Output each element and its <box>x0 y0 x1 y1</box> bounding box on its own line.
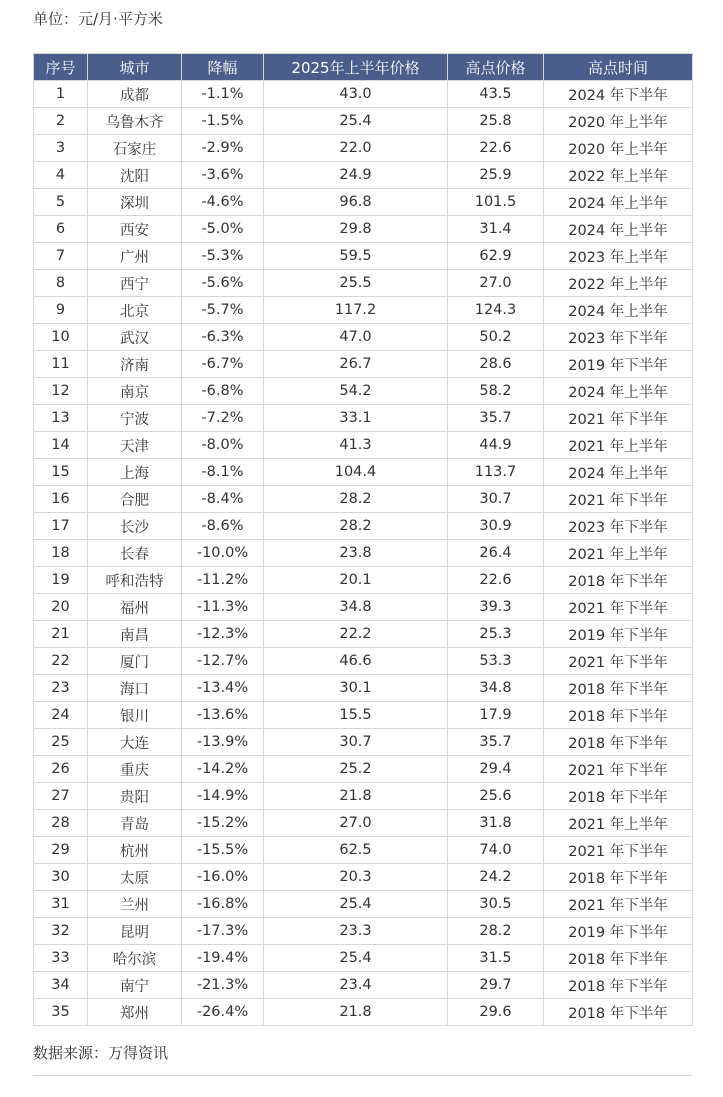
cell-city: 西安 <box>88 216 182 243</box>
cell-peak-time: 2024 年上半年 <box>544 189 693 216</box>
table-row <box>34 810 693 837</box>
cell-rank: 28 <box>34 810 88 837</box>
cell-decline: -19.4% <box>182 945 264 972</box>
cell-peak-price: 30.9 <box>448 513 544 540</box>
cell-city: 长春 <box>88 540 182 567</box>
header-peak-time: 高点时间 <box>544 54 693 81</box>
header-rank: 序号 <box>34 54 88 81</box>
cell-peak-time: 2018 年下半年 <box>544 675 693 702</box>
cell-rank: 35 <box>34 999 88 1026</box>
cell-decline: -6.7% <box>182 351 264 378</box>
cell-price-2025h1: 25.5 <box>264 270 448 297</box>
table-row <box>34 783 693 810</box>
rent-decline-table <box>33 53 693 1026</box>
cell-peak-price: 101.5 <box>448 189 544 216</box>
header-decline: 降幅 <box>182 54 264 81</box>
cell-peak-price: 25.8 <box>448 108 544 135</box>
cell-peak-time: 2021 年上半年 <box>544 540 693 567</box>
cell-city: 南京 <box>88 378 182 405</box>
cell-peak-price: 31.4 <box>448 216 544 243</box>
cell-peak-price: 44.9 <box>448 432 544 459</box>
cell-peak-time: 2018 年下半年 <box>544 729 693 756</box>
cell-city: 沈阳 <box>88 162 182 189</box>
cell-peak-time: 2024 年上半年 <box>544 378 693 405</box>
cell-decline: -1.5% <box>182 108 264 135</box>
cell-city: 乌鲁木齐 <box>88 108 182 135</box>
cell-decline: -2.9% <box>182 135 264 162</box>
cell-rank: 3 <box>34 135 88 162</box>
cell-city: 西宁 <box>88 270 182 297</box>
cell-city: 太原 <box>88 864 182 891</box>
cell-peak-price: 50.2 <box>448 324 544 351</box>
cell-peak-time: 2018 年下半年 <box>544 702 693 729</box>
cell-price-2025h1: 28.2 <box>264 513 448 540</box>
table-row <box>34 189 693 216</box>
cell-city: 南昌 <box>88 621 182 648</box>
cell-price-2025h1: 47.0 <box>264 324 448 351</box>
cell-city: 济南 <box>88 351 182 378</box>
cell-price-2025h1: 22.2 <box>264 621 448 648</box>
cell-peak-time: 2021 年下半年 <box>544 891 693 918</box>
cell-rank: 25 <box>34 729 88 756</box>
cell-rank: 8 <box>34 270 88 297</box>
cell-city: 上海 <box>88 459 182 486</box>
cell-decline: -15.5% <box>182 837 264 864</box>
cell-decline: -21.3% <box>182 972 264 999</box>
cell-city: 呼和浩特 <box>88 567 182 594</box>
table-row <box>34 864 693 891</box>
cell-peak-time: 2020 年上半年 <box>544 108 693 135</box>
cell-peak-price: 24.2 <box>448 864 544 891</box>
table-row <box>34 351 693 378</box>
cell-rank: 17 <box>34 513 88 540</box>
cell-rank: 18 <box>34 540 88 567</box>
cell-decline: -8.1% <box>182 459 264 486</box>
cell-price-2025h1: 34.8 <box>264 594 448 621</box>
header-city: 城市 <box>88 54 182 81</box>
cell-price-2025h1: 23.4 <box>264 972 448 999</box>
cell-peak-time: 2020 年上半年 <box>544 135 693 162</box>
cell-peak-time: 2024 年上半年 <box>544 459 693 486</box>
cell-peak-price: 22.6 <box>448 567 544 594</box>
cell-peak-price: 58.2 <box>448 378 544 405</box>
cell-rank: 33 <box>34 945 88 972</box>
cell-peak-price: 25.9 <box>448 162 544 189</box>
table-row <box>34 270 693 297</box>
cell-peak-time: 2019 年下半年 <box>544 918 693 945</box>
cell-price-2025h1: 33.1 <box>264 405 448 432</box>
cell-peak-time: 2021 年下半年 <box>544 648 693 675</box>
cell-decline: -26.4% <box>182 999 264 1026</box>
cell-rank: 30 <box>34 864 88 891</box>
cell-city: 成都 <box>88 81 182 108</box>
cell-price-2025h1: 22.0 <box>264 135 448 162</box>
cell-peak-time: 2019 年下半年 <box>544 351 693 378</box>
cell-peak-time: 2024 年下半年 <box>544 81 693 108</box>
cell-peak-time: 2019 年下半年 <box>544 621 693 648</box>
cell-rank: 19 <box>34 567 88 594</box>
source-label: 数据来源：万得资讯 <box>33 1044 169 1062</box>
table-row <box>34 567 693 594</box>
cell-peak-time: 2018 年下半年 <box>544 783 693 810</box>
table-row <box>34 945 693 972</box>
cell-peak-time: 2021 年下半年 <box>544 594 693 621</box>
table-row <box>34 729 693 756</box>
cell-decline: -13.4% <box>182 675 264 702</box>
cell-rank: 2 <box>34 108 88 135</box>
cell-decline: -5.6% <box>182 270 264 297</box>
cell-peak-price: 62.9 <box>448 243 544 270</box>
cell-decline: -16.8% <box>182 891 264 918</box>
cell-price-2025h1: 25.4 <box>264 108 448 135</box>
cell-rank: 9 <box>34 297 88 324</box>
cell-rank: 34 <box>34 972 88 999</box>
table-row <box>34 702 693 729</box>
cell-price-2025h1: 27.0 <box>264 810 448 837</box>
cell-city: 天津 <box>88 432 182 459</box>
cell-rank: 21 <box>34 621 88 648</box>
table-row <box>34 459 693 486</box>
cell-decline: -14.9% <box>182 783 264 810</box>
cell-decline: -11.2% <box>182 567 264 594</box>
cell-rank: 26 <box>34 756 88 783</box>
cell-rank: 22 <box>34 648 88 675</box>
cell-price-2025h1: 20.1 <box>264 567 448 594</box>
cell-peak-price: 53.3 <box>448 648 544 675</box>
table-row <box>34 162 693 189</box>
cell-peak-time: 2021 年下半年 <box>544 486 693 513</box>
cell-peak-time: 2024 年上半年 <box>544 216 693 243</box>
table-row <box>34 891 693 918</box>
cell-peak-price: 22.6 <box>448 135 544 162</box>
cell-price-2025h1: 20.3 <box>264 864 448 891</box>
cell-city: 大连 <box>88 729 182 756</box>
cell-price-2025h1: 96.8 <box>264 189 448 216</box>
cell-price-2025h1: 25.4 <box>264 891 448 918</box>
cell-city: 郑州 <box>88 999 182 1026</box>
cell-decline: -8.4% <box>182 486 264 513</box>
table-row <box>34 513 693 540</box>
cell-rank: 23 <box>34 675 88 702</box>
cell-peak-price: 29.6 <box>448 999 544 1026</box>
table-row <box>34 675 693 702</box>
cell-price-2025h1: 30.1 <box>264 675 448 702</box>
cell-price-2025h1: 41.3 <box>264 432 448 459</box>
cell-rank: 14 <box>34 432 88 459</box>
cell-rank: 32 <box>34 918 88 945</box>
cell-rank: 4 <box>34 162 88 189</box>
cell-decline: -1.1% <box>182 81 264 108</box>
table-row <box>34 216 693 243</box>
cell-rank: 12 <box>34 378 88 405</box>
cell-peak-time: 2024 年上半年 <box>544 297 693 324</box>
cell-rank: 7 <box>34 243 88 270</box>
table-header-row <box>34 54 693 81</box>
cell-decline: -13.9% <box>182 729 264 756</box>
cell-city: 银川 <box>88 702 182 729</box>
cell-city: 武汉 <box>88 324 182 351</box>
cell-decline: -5.3% <box>182 243 264 270</box>
table-row <box>34 297 693 324</box>
cell-decline: -5.0% <box>182 216 264 243</box>
table-row <box>34 837 693 864</box>
cell-price-2025h1: 23.8 <box>264 540 448 567</box>
cell-peak-time: 2023 年下半年 <box>544 513 693 540</box>
cell-peak-price: 34.8 <box>448 675 544 702</box>
cell-peak-price: 26.4 <box>448 540 544 567</box>
cell-rank: 1 <box>34 81 88 108</box>
cell-peak-time: 2023 年上半年 <box>544 243 693 270</box>
cell-decline: -15.2% <box>182 810 264 837</box>
cell-rank: 16 <box>34 486 88 513</box>
cell-peak-price: 27.0 <box>448 270 544 297</box>
cell-price-2025h1: 28.2 <box>264 486 448 513</box>
cell-decline: -16.0% <box>182 864 264 891</box>
cell-peak-price: 35.7 <box>448 729 544 756</box>
cell-rank: 15 <box>34 459 88 486</box>
cell-decline: -7.2% <box>182 405 264 432</box>
cell-decline: -10.0% <box>182 540 264 567</box>
cell-peak-price: 31.8 <box>448 810 544 837</box>
table-body <box>34 81 693 1026</box>
table-row <box>34 756 693 783</box>
cell-peak-price: 39.3 <box>448 594 544 621</box>
table-row <box>34 108 693 135</box>
cell-rank: 29 <box>34 837 88 864</box>
cell-peak-time: 2022 年上半年 <box>544 162 693 189</box>
cell-price-2025h1: 54.2 <box>264 378 448 405</box>
cell-peak-price: 25.6 <box>448 783 544 810</box>
cell-decline: -11.3% <box>182 594 264 621</box>
table-row <box>34 405 693 432</box>
table-row <box>34 999 693 1026</box>
cell-price-2025h1: 25.4 <box>264 945 448 972</box>
cell-decline: -14.2% <box>182 756 264 783</box>
table-row <box>34 135 693 162</box>
cell-peak-price: 17.9 <box>448 702 544 729</box>
cell-price-2025h1: 29.8 <box>264 216 448 243</box>
table-row <box>34 648 693 675</box>
table-row <box>34 81 693 108</box>
cell-city: 深圳 <box>88 189 182 216</box>
cell-peak-price: 28.6 <box>448 351 544 378</box>
cell-price-2025h1: 117.2 <box>264 297 448 324</box>
cell-price-2025h1: 15.5 <box>264 702 448 729</box>
cell-city: 福州 <box>88 594 182 621</box>
table-row <box>34 324 693 351</box>
cell-price-2025h1: 25.2 <box>264 756 448 783</box>
cell-decline: -8.0% <box>182 432 264 459</box>
cell-rank: 5 <box>34 189 88 216</box>
cell-rank: 24 <box>34 702 88 729</box>
cell-peak-price: 74.0 <box>448 837 544 864</box>
cell-peak-time: 2021 年下半年 <box>544 756 693 783</box>
cell-city: 宁波 <box>88 405 182 432</box>
cell-decline: -3.6% <box>182 162 264 189</box>
cell-price-2025h1: 26.7 <box>264 351 448 378</box>
table-row <box>34 594 693 621</box>
cell-city: 海口 <box>88 675 182 702</box>
cell-price-2025h1: 62.5 <box>264 837 448 864</box>
cell-peak-price: 124.3 <box>448 297 544 324</box>
cell-rank: 27 <box>34 783 88 810</box>
table-row <box>34 540 693 567</box>
cell-peak-time: 2018 年下半年 <box>544 864 693 891</box>
cell-rank: 13 <box>34 405 88 432</box>
unit-label: 单位：元/月·平方米 <box>33 10 163 28</box>
cell-rank: 20 <box>34 594 88 621</box>
cell-city: 贵阳 <box>88 783 182 810</box>
cell-peak-time: 2018 年下半年 <box>544 945 693 972</box>
cell-decline: -8.6% <box>182 513 264 540</box>
cell-peak-time: 2021 年下半年 <box>544 405 693 432</box>
cell-rank: 11 <box>34 351 88 378</box>
cell-peak-time: 2021 年上半年 <box>544 810 693 837</box>
cell-city: 石家庄 <box>88 135 182 162</box>
cell-city: 青岛 <box>88 810 182 837</box>
cell-peak-time: 2018 年下半年 <box>544 972 693 999</box>
cell-peak-price: 113.7 <box>448 459 544 486</box>
cell-peak-price: 43.5 <box>448 81 544 108</box>
header-price-2025h1: 2025年上半年价格 <box>264 54 448 81</box>
cell-peak-time: 2023 年下半年 <box>544 324 693 351</box>
cell-price-2025h1: 21.8 <box>264 999 448 1026</box>
cell-decline: -17.3% <box>182 918 264 945</box>
cell-city: 昆明 <box>88 918 182 945</box>
cell-price-2025h1: 46.6 <box>264 648 448 675</box>
cell-price-2025h1: 59.5 <box>264 243 448 270</box>
table-row <box>34 918 693 945</box>
cell-peak-time: 2018 年下半年 <box>544 999 693 1026</box>
cell-price-2025h1: 23.3 <box>264 918 448 945</box>
cell-peak-price: 28.2 <box>448 918 544 945</box>
cell-city: 北京 <box>88 297 182 324</box>
cell-peak-time: 2022 年上半年 <box>544 270 693 297</box>
cell-peak-price: 25.3 <box>448 621 544 648</box>
cell-peak-time: 2018 年下半年 <box>544 567 693 594</box>
cell-city: 合肥 <box>88 486 182 513</box>
cell-price-2025h1: 30.7 <box>264 729 448 756</box>
cell-peak-price: 30.7 <box>448 486 544 513</box>
cell-peak-price: 31.5 <box>448 945 544 972</box>
cell-rank: 31 <box>34 891 88 918</box>
cell-price-2025h1: 24.9 <box>264 162 448 189</box>
cell-decline: -6.3% <box>182 324 264 351</box>
cell-city: 长沙 <box>88 513 182 540</box>
cell-peak-price: 29.4 <box>448 756 544 783</box>
cell-decline: -13.6% <box>182 702 264 729</box>
cell-decline: -6.8% <box>182 378 264 405</box>
cell-peak-time: 2021 年上半年 <box>544 432 693 459</box>
cell-price-2025h1: 21.8 <box>264 783 448 810</box>
cell-peak-price: 29.7 <box>448 972 544 999</box>
table-row <box>34 432 693 459</box>
cell-decline: -12.7% <box>182 648 264 675</box>
table-row <box>34 486 693 513</box>
table-row <box>34 378 693 405</box>
header-peak-price: 高点价格 <box>448 54 544 81</box>
table-row <box>34 972 693 999</box>
cell-peak-price: 35.7 <box>448 405 544 432</box>
cell-city: 兰州 <box>88 891 182 918</box>
cell-city: 杭州 <box>88 837 182 864</box>
cell-peak-price: 30.5 <box>448 891 544 918</box>
table-row <box>34 243 693 270</box>
cell-price-2025h1: 104.4 <box>264 459 448 486</box>
cell-price-2025h1: 43.0 <box>264 81 448 108</box>
cell-decline: -5.7% <box>182 297 264 324</box>
cell-city: 重庆 <box>88 756 182 783</box>
cell-city: 厦门 <box>88 648 182 675</box>
cell-decline: -4.6% <box>182 189 264 216</box>
cell-peak-time: 2021 年下半年 <box>544 837 693 864</box>
cell-rank: 6 <box>34 216 88 243</box>
cell-city: 南宁 <box>88 972 182 999</box>
bottom-divider <box>33 1075 692 1076</box>
table-row <box>34 621 693 648</box>
cell-city: 哈尔滨 <box>88 945 182 972</box>
cell-city: 广州 <box>88 243 182 270</box>
cell-decline: -12.3% <box>182 621 264 648</box>
cell-rank: 10 <box>34 324 88 351</box>
